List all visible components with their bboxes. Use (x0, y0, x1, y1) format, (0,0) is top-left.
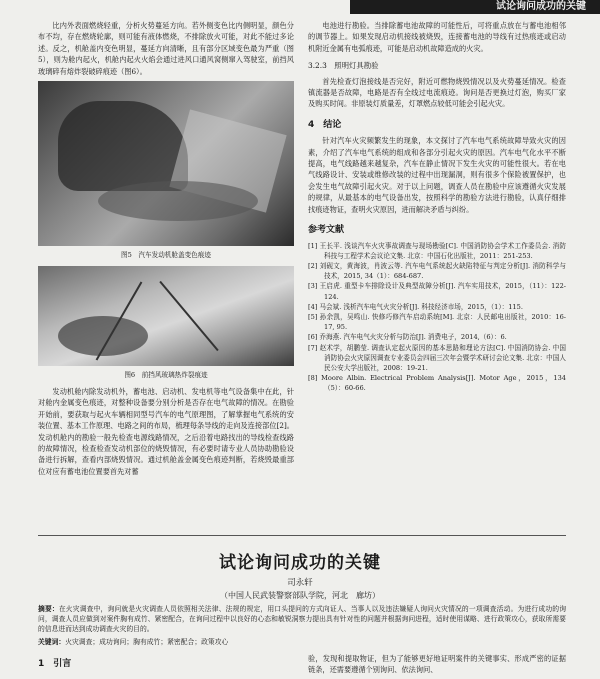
figure-5-caption: 图5 汽车发动机舱盖变色痕迹 (121, 251, 211, 260)
reference-item: [8] Moore Albin. Electrical Problem Analysis[J]. Motor Age，2015，134（5）：60-66. (308, 374, 566, 393)
section-4-heading: 4 结论 (308, 119, 342, 130)
keywords-text: 火灾调查；成功询问；胸有成竹；紧密配合；政策攻心 (65, 638, 229, 646)
keywords-label: 关键词： (38, 638, 66, 646)
abstract (38, 604, 566, 635)
right-column (308, 20, 566, 394)
figure-6-caption: 图6 前挡风玻璃热炸裂痕迹 (124, 371, 208, 380)
right-paragraph-1: 电池进行勘验。当排除蓄电池故障的可能性后，可将重点放在与蓄电池相邻的调节器上。如果发现启动机接线被烧毁，连接蓄电池的导线有过热痕迹或启动机附近金属有电弧痕迹，可能是启动机故障造成的火灾。 (308, 21, 566, 53)
keywords (38, 637, 566, 647)
section-1-heading: 1 引言 (38, 659, 72, 669)
section-divider (38, 535, 566, 536)
article-title: 试论询问成功的关键 (219, 553, 381, 573)
references-list (308, 241, 566, 394)
right-paragraph-2: 首先检查灯泡接线是否完好，附近可燃物烧毁情况以及火势蔓延情况。检查镇流器是否故障，电路是否有全线过电流痕迹。询问是否更换过灯泡，购买厂家及购买时间。非原装灯质量差，灯罩燃点较低可能会引起火灾。 (308, 76, 566, 109)
references-heading: 参考文献 (308, 225, 345, 236)
figure-6-image (38, 266, 294, 366)
reference-item: [7] 赵术学，胡鹏莹. 调查认定起火原因的基本思路和理论方法[C]. 中国消防协会. 中国消防协会火灾原因调查专业委员会四届三次年会暨学术研讨会论文集. 北京：中国人民公安大学出版社，2008：19-21. (308, 343, 566, 372)
right-bottom-text: 验，发现和提取物证，但为了能够更好地证明案件的关键事实、形成严密的证据链条，还需要遵循个别询问、依法询问、 (308, 654, 566, 674)
article-author: 司永轩 (287, 578, 313, 588)
reference-item: [5] 孙余凯，吴鸣山. 快修巧修汽车启动系统[M]. 北京：人民邮电出版社，2010：16-17, 95. (308, 312, 566, 332)
abstract-label: 摘要： (38, 605, 59, 613)
conclusion-paragraph: 针对汽车火灾频繁发生的现象，本文探讨了汽车电气系统故障导致火灾的因素，介绍了汽车电气系统的组成和各部分引起火灾的原因。汽车电气化水平不断提高，电气线路越来越复杂，汽车在静止情况下发生火灾的可能性很大。若在电气线路设计、安装或维修改装的过程中出现漏洞，则有很多个保险被置保护，也会发生电气故障引起火灾。对于以上问题，调查人员在勘验中应该遵循火灾发展的规律，从最基本的电气设备出发，按照科学的勘验方法进行勘验，认真仔细排找痕迹物证，查明火灾原因，进而解决矛盾与纠纷。 (308, 136, 566, 214)
reference-item: [1] 王长平. 浅谈汽车火灾事故调查与现场勘验[C]. 中国消防协会学术工作委员会. 消防科技与工程学术会议论文集. 北京：中国石化出版社，2011：251-253. (308, 241, 566, 260)
running-header: 试论询问成功的关键 (350, 0, 600, 14)
reference-item: [4] 马会斌. 浅析汽车电气火灾分析[J]. 科技经济市场，2015，（1）：115. (308, 302, 523, 311)
section-3-2-3-heading: 3.2.3 照明灯具勘验 (308, 61, 379, 71)
left-paragraph-1: 比内外表面燃烧轻重，分析火势蔓延方向。若外侧变色比内侧明显，颜色分布不均，存在燃烧轮廓，则可能有液体燃烧，不排除放火可能，对此不能过多论述。反之，机舱盖内变色明显，蔓延方向清晰，且有部分区域变色最为严重（图5），则为舱内起火，机舱内起火火焰会通过进风口通风窝侧窜入驾驶室，前挡风玻璃碎有熔炸裂破碎痕迹（图6）。 (38, 21, 294, 76)
article-affiliation: （中国人民武装警察部队学院，河北 廊坊） (220, 591, 380, 600)
reference-item: [6] 乔海燕. 汽车电气火灾分析与防治[J]. 消费电子，2014,（6）：6. (308, 333, 507, 342)
figure-5-image (38, 81, 294, 246)
left-column (38, 20, 294, 477)
reference-item: [2] 刘砚文，黄海波，肖波云等. 汽车电气系统起火缺陷特征与判定分析[J]. 消防科学与技术，2015, 34（1）：684-687. (308, 261, 566, 281)
abstract-text: 在火灾调查中，询问就是火灾调查人员依照相关法律、法规的规定，用口头提问的方式向证人、当事人以及违法嫌疑人询问火灾情况的一项调查活动。为进行成功的询问，调查人员应做到对案件胸有成竹、紧密配合，在询问过程中以良好的心态和敏锐洞察力提出具有针对性的问题并根据询问进程，适时使用谋略、进行政策攻心，获取所需要的信息进而达到成功调查火灾的目的。 (38, 605, 567, 634)
reference-item: [3] 王启虎. 重型卡车排除设计及典型故障分析[J]. 汽车实用技术，2015，（11）：122-124. (308, 282, 566, 301)
left-paragraph-2: 发动机舱内除发动机外，蓄电池、启动机、发电机等电气设备集中在此，针对舱内金属变色痕迹，对整种设备要分别分析是否存在电气故障的情况。在勘验开始前，要获取与起火车辆相同型号汽车的电气原理图，了解掌握电气系统的安装位置、基本工作原理、电路之间的布局，梳理每条导线的走向及连接部位[2]。发动机舱内的勘验一般先检查电源线路情况，之后沿着电路找出的导线检查线路的故障情况，检查检查发动机部位的烧毁情况，有必要时请专业人员协助勘验设备进行拆解，查看内部烧毁情况。通过机舱盖金属变色痕迹判断，若烧毁最重部位对应有蓄电池位置要首先对蓄 (38, 387, 294, 476)
